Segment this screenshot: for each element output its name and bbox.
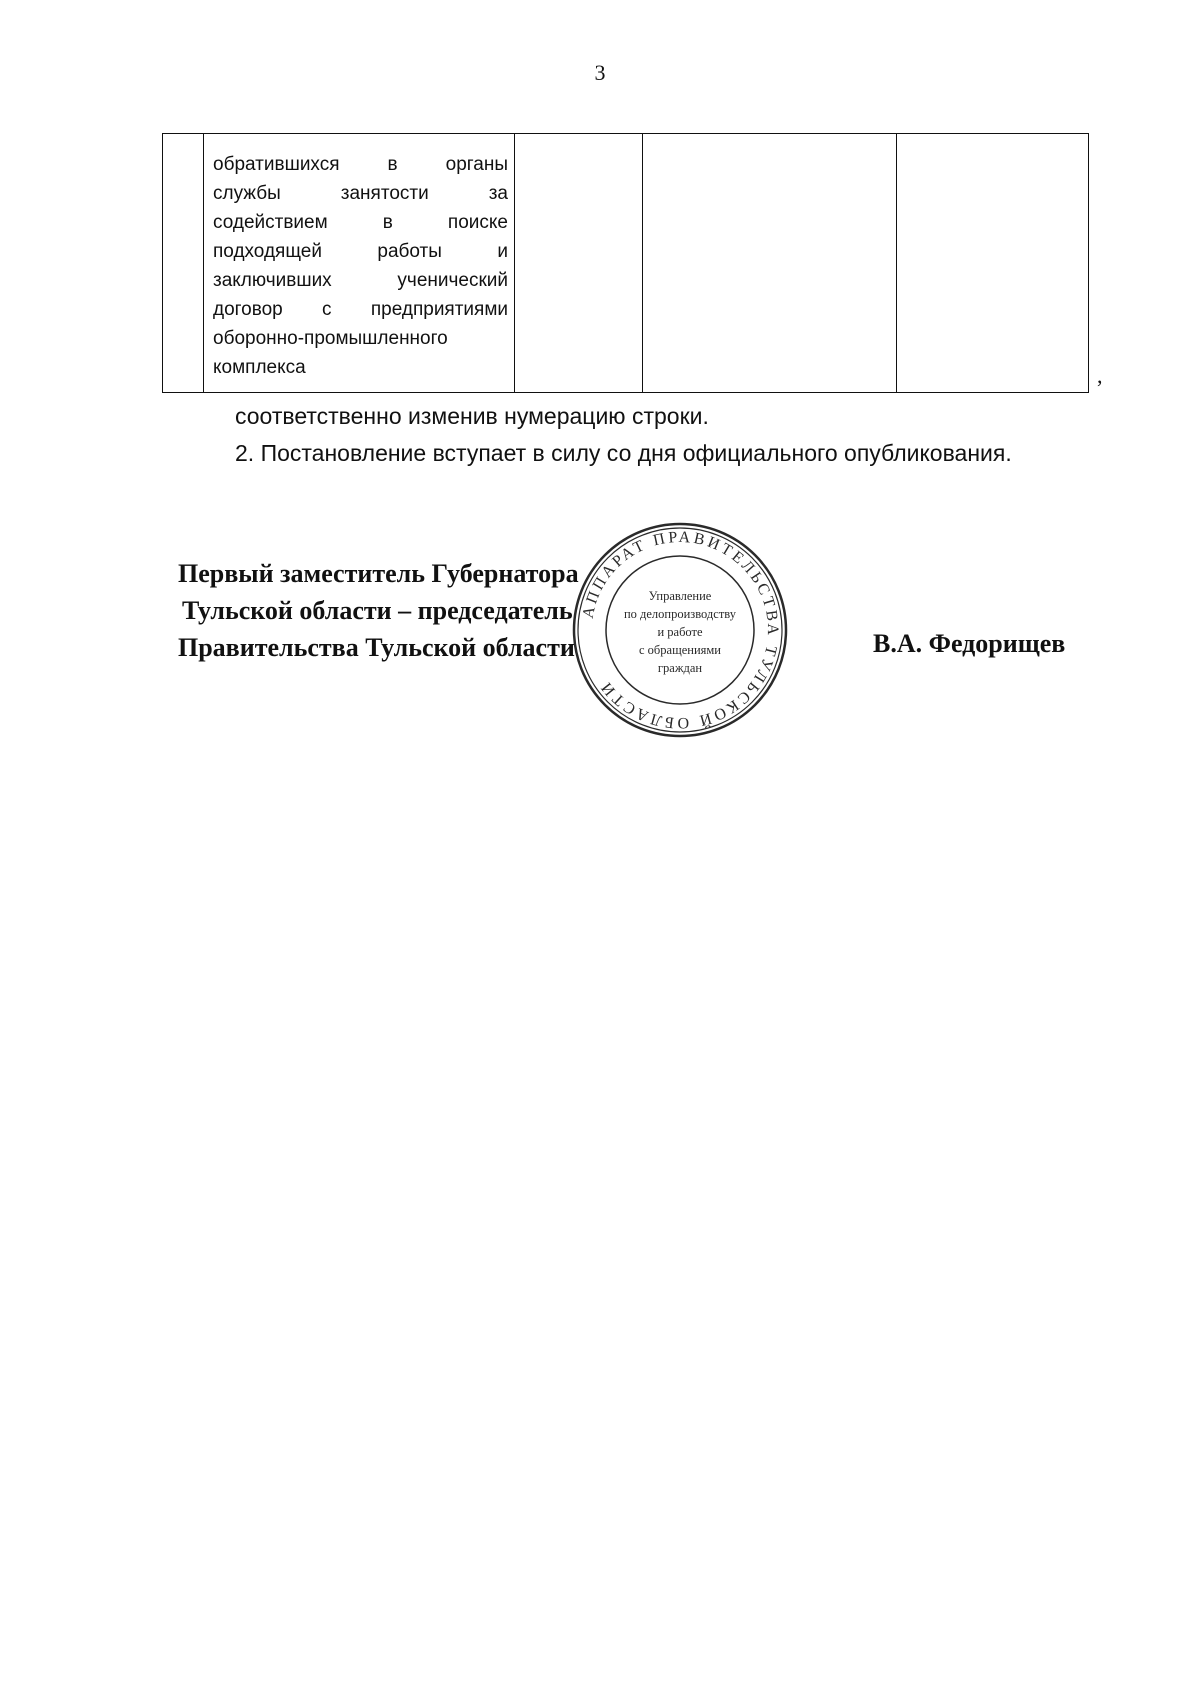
- cell-line: заключивших ученический: [213, 270, 508, 291]
- table-cell-number: [163, 134, 204, 393]
- continuation-table: [162, 133, 1089, 393]
- cell-line: комплекса: [213, 357, 306, 378]
- seal-center-line: с обращениями: [639, 643, 721, 657]
- seal-ring-textpath: АППАРАТ ПРАВИТЕЛЬСТВА ТУЛЬСКОЙ ОБЛАСТИ: [579, 528, 782, 732]
- signer-name: В.А. Федорищев: [873, 629, 1066, 658]
- table-cell-empty: [643, 134, 897, 393]
- seal-inner-ring: [606, 556, 754, 704]
- cell-line: службы занятости за: [213, 183, 508, 204]
- page-number: 3: [594, 60, 606, 85]
- seal-ring-text: [580, 529, 781, 732]
- signatory-title: [178, 555, 579, 666]
- body-paragraph: 2. Постановление вступает в силу со дня официального опубликования.: [235, 440, 1012, 466]
- seal-middle-ring: [578, 528, 782, 732]
- signatory-title-line: Правительства Тульской области: [178, 633, 575, 662]
- official-seal: [570, 520, 790, 740]
- cell-line: подходящей работы и: [213, 241, 508, 262]
- cell-line: договор с предприятиями: [213, 299, 508, 320]
- table-row: [163, 134, 1089, 393]
- trailing-comma: ,: [1097, 363, 1103, 388]
- seal-outer-ring: [574, 524, 786, 736]
- seal-center-line: и работе: [657, 625, 703, 639]
- seal-center-line: граждан: [657, 661, 703, 675]
- cell-line: обратившихся в органы: [213, 154, 508, 175]
- body-paragraph: соответственно изменив нумерацию строки.: [235, 403, 709, 429]
- table-cell-empty: [897, 134, 1089, 393]
- signatory-title-line: Первый заместитель Губернатора: [178, 559, 579, 588]
- table-cell-description: [204, 134, 515, 393]
- seal-center-line: по делопроизводству: [623, 607, 737, 621]
- seal-center-line: Управление: [648, 589, 712, 603]
- cell-line: оборонно-промышленного: [213, 328, 448, 349]
- cell-line: содействием в поиске: [213, 212, 508, 233]
- table-cell-empty: [515, 134, 643, 393]
- signatory-title-line: Тульской области – председатель: [182, 596, 573, 625]
- cell-text: [204, 134, 514, 382]
